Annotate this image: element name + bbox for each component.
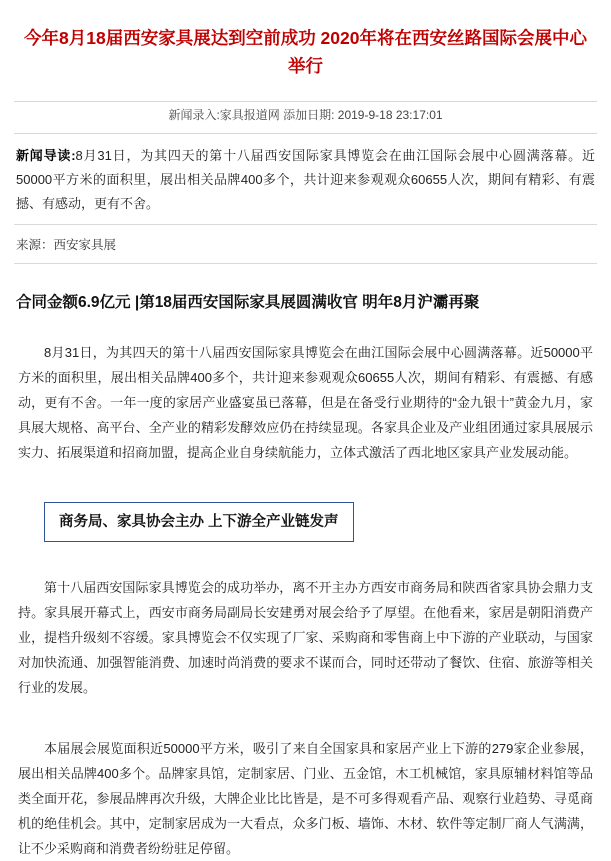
page-title: 今年8月18届西安家具展达到空前成功 2020年将在西安丝路国际会展中心举行 (24, 27, 587, 76)
paragraph-spacer (0, 713, 611, 721)
article-source: 来源：西安家具展 (16, 238, 117, 253)
article-subtitle: 合同金额6.9亿元 |第18届西安国际家具展圆满收官 明年8月沪灞再聚 (16, 294, 480, 312)
article-paragraph-1: 8月31日，为其四天的第十八届西安国际家具博览会在曲江国际会展中心圆满落幕。近50000平方米的面积里，展出相关品牌400多个，共计迎来参观观众60655人次，期间有精彩、有震撼、有感动，更有不舍。一年一度的家居产业盛宴虽已落幕，但是在备受行业期待的“金九银十”黄金九月，家具展大规格、高平台、全产业的精彩发酵效应仍在持续显现。各家具企业及产业组团通过家具展展示实力、拓展渠道和招商加盟，提高企业自身续航能力，立体式激活了西北地区家具产业发展动能。 (18, 345, 593, 461)
article-paragraph-3: 本届展会展览面积近50000平方米，吸引了来自全国家具和家居产业上下游的279家企业参展，展出相关品牌400多个。品牌家具馆，定制家居、门业、五金馆，木工机械馆，家具原辅材料馆等品类全面开花，参展品牌再次升级，大牌企业比比皆是，是不可多得观看产品、观察行业趋势、寻觅商机的绝佳机会。其中，定制家居成为一大看点，众多门板、墙饰、木材、软件等定制厂商人气满满，让不少采购商和消费者纷纷驻足停留。 (18, 741, 593, 857)
divider-source (14, 263, 597, 264)
lead-label: 新闻导读: (16, 148, 76, 164)
article-lead (0, 134, 611, 222)
article-paragraph-2: 第十八届西安国际家具博览会的成功举办，离不开主办方西安市商务局和陕西省家具协会鼎力支持。家具展开幕式上，西安市商务局副局长安建勇对展会给予了厚望。在他看来，家居是朝阳消费产业，提档升级刻不容缓。家具博览会不仅实现了厂家、采购商和零售商上中下游的产业联动，与国家对加快流通、加强智能消费、加速时尚消费的要求不谋而合，同时还带动了餐饮、住宿、旅游等相关行业的发展。 (18, 580, 593, 696)
article-meta: 新闻录入:家具报道网 添加日期: 2019-9-18 23:17:01 (168, 108, 443, 123)
section-callout: 商务局、家具协会主办 上下游全产业链发声 (44, 502, 354, 542)
lead-text: 8月31日，为其四天的第十八届西安国际家具博览会在曲江国际会展中心圆满落幕。近50000平方米的面积里，展出相关品牌400多个，共计迎来参观观众60655人次，期间有精彩、有震撼、有感动，更有不舍。 (16, 148, 595, 212)
article-page (0, 12, 611, 857)
callout-container (0, 478, 611, 560)
